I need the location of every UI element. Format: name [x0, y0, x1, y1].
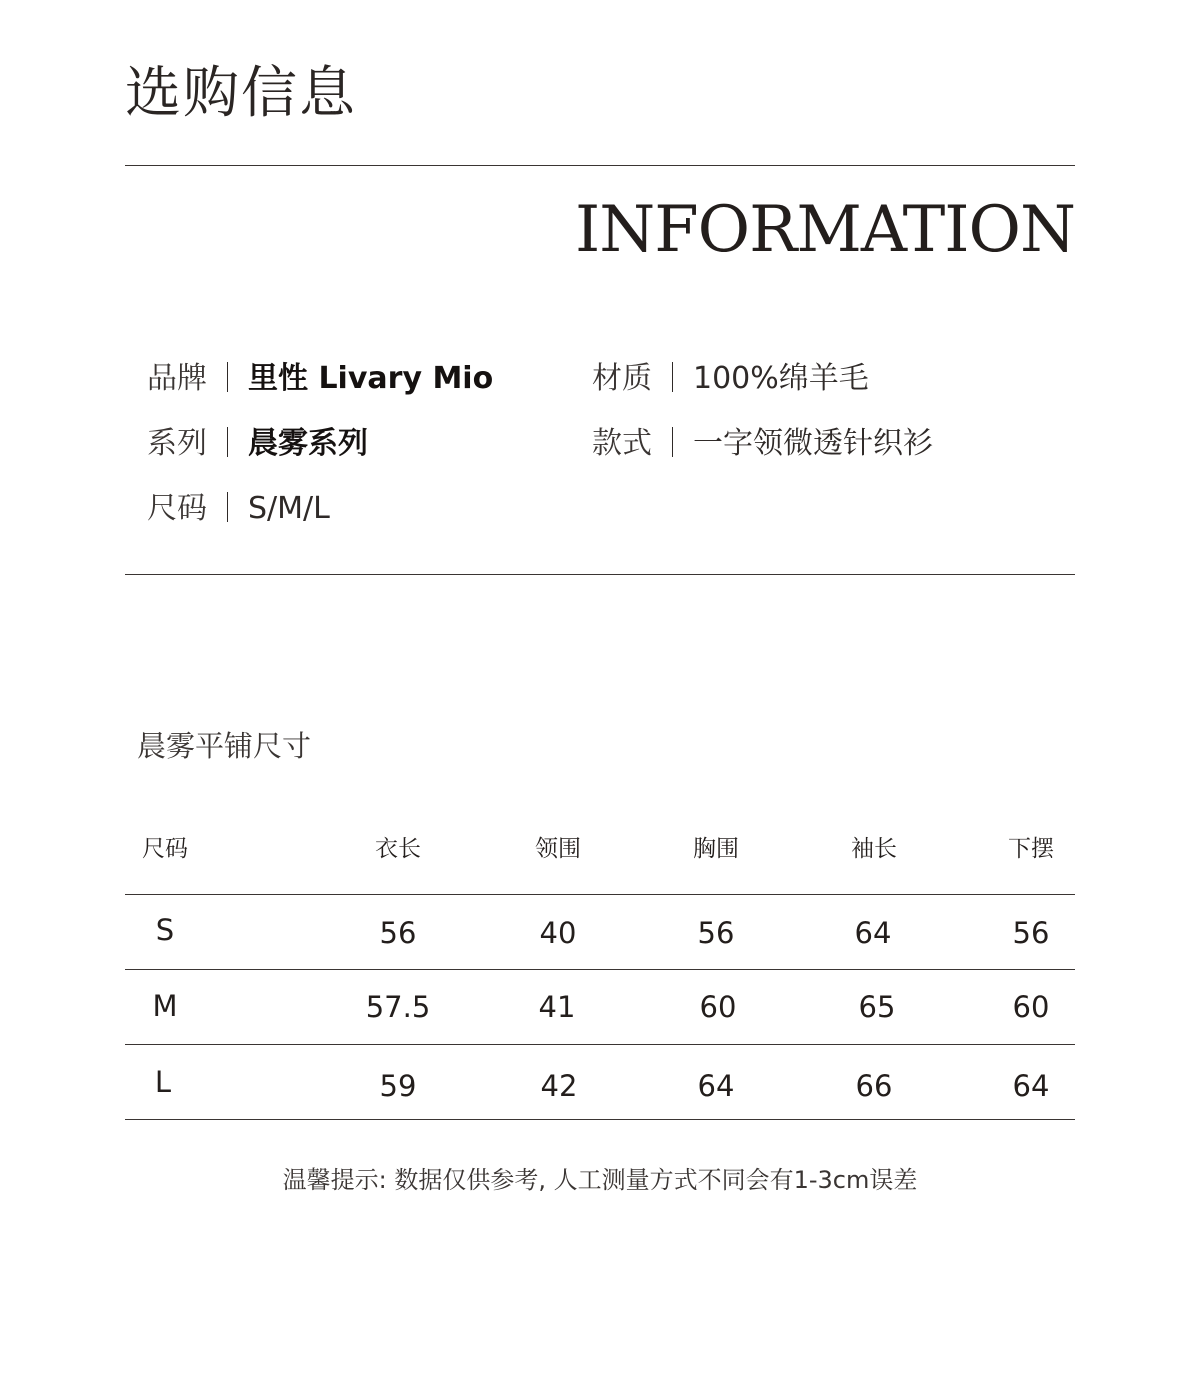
cell-size-s: S	[155, 913, 175, 947]
header-sleeve: 袖长	[851, 836, 897, 862]
cell-m-hem: 60	[1012, 990, 1050, 1024]
series-value: 晨雾系列	[248, 426, 368, 461]
measurement-note: 温馨提示: 数据仅供参考, 人工测量方式不同会有1-3cm误差	[282, 1166, 918, 1194]
cell-s-neck: 40	[539, 916, 577, 950]
brand-label: 品牌	[147, 361, 207, 396]
info-brand	[147, 362, 493, 394]
cell-m-neck: 41	[538, 990, 576, 1024]
size-value: S/M/L	[248, 491, 330, 526]
table-divider-row1	[125, 969, 1075, 970]
series-separator	[227, 427, 228, 457]
info-style	[592, 427, 933, 459]
table-divider-row2	[125, 1044, 1075, 1045]
material-value: 100%绵羊毛	[693, 361, 869, 396]
cell-l-hem: 64	[1012, 1069, 1050, 1103]
cell-s-length: 56	[379, 916, 417, 950]
info-material	[592, 362, 869, 394]
info-size	[147, 492, 330, 524]
cell-s-sleeve: 64	[854, 916, 892, 950]
info-divider	[125, 574, 1075, 575]
cell-l-chest: 64	[697, 1069, 735, 1103]
cell-m-sleeve: 65	[858, 990, 896, 1024]
size-separator	[227, 492, 228, 522]
size-label: 尺码	[147, 491, 207, 526]
cell-size-l: L	[154, 1065, 172, 1099]
cell-s-chest: 56	[697, 916, 735, 950]
header-divider	[125, 165, 1075, 166]
header-length: 衣长	[375, 836, 421, 862]
header-neck: 领围	[535, 836, 581, 862]
cell-m-length: 57.5	[365, 990, 431, 1024]
page-title: 选购信息	[125, 61, 357, 126]
header-size: 尺码	[142, 836, 188, 862]
cell-size-m: M	[152, 989, 178, 1023]
cell-s-hem: 56	[1012, 916, 1050, 950]
header-hem: 下摆	[1008, 836, 1054, 862]
cell-l-sleeve: 66	[855, 1069, 893, 1103]
size-table-title: 晨雾平铺尺寸	[137, 729, 312, 763]
material-separator	[672, 362, 673, 392]
style-value: 一字领微透针织衫	[693, 426, 933, 461]
page-title-english: INFORMATION	[574, 193, 1075, 267]
brand-value: 里性 Livary Mio	[248, 361, 494, 396]
info-series	[147, 427, 368, 459]
material-label: 材质	[592, 361, 652, 396]
header-chest: 胸围	[693, 836, 739, 862]
table-divider-header	[125, 894, 1075, 895]
table-divider-bottom	[125, 1119, 1075, 1120]
cell-m-chest: 60	[699, 990, 737, 1024]
series-label: 系列	[147, 426, 207, 461]
cell-l-length: 59	[379, 1069, 417, 1103]
brand-separator	[227, 362, 228, 392]
style-separator	[672, 427, 673, 457]
cell-l-neck: 42	[540, 1069, 578, 1103]
style-label: 款式	[592, 426, 652, 461]
